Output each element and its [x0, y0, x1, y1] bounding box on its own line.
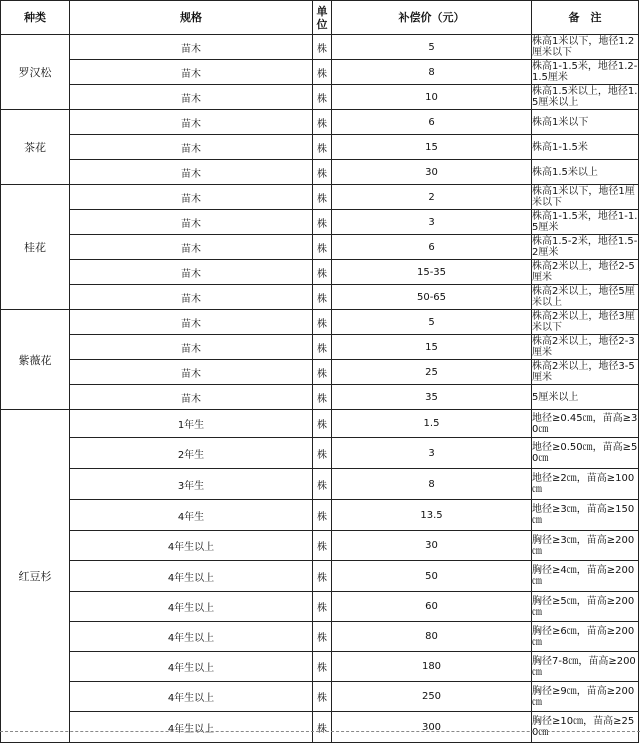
table-row — [1, 285, 639, 310]
table-row — [1, 85, 639, 110]
spec-cell: 苗木 — [70, 110, 313, 135]
price-cell: 6 — [332, 110, 532, 135]
unit-cell: 株 — [313, 500, 332, 531]
spec-cell: 4年生以上 — [70, 561, 313, 592]
price-cell: 8 — [332, 60, 532, 85]
table-row — [1, 210, 639, 235]
spec-cell: 4年生以上 — [70, 712, 313, 743]
unit-cell: 株 — [313, 385, 332, 410]
price-cell: 25 — [332, 360, 532, 385]
header-note: 备 注 — [532, 1, 639, 35]
unit-cell: 株 — [313, 531, 332, 561]
spec-cell: 苗木 — [70, 35, 313, 60]
unit-cell: 株 — [313, 438, 332, 469]
spec-cell: 苗木 — [70, 85, 313, 110]
price-cell: 15 — [332, 135, 532, 160]
note-cell: 5厘米以上 — [532, 385, 639, 410]
spec-cell: 苗木 — [70, 160, 313, 185]
note-cell: 地径≥0.50㎝，苗高≥50㎝ — [532, 438, 639, 469]
table-row — [1, 35, 639, 60]
spec-cell: 苗木 — [70, 335, 313, 360]
header-kind: 种类 — [1, 1, 70, 35]
spec-cell: 苗木 — [70, 385, 313, 410]
price-cell: 80 — [332, 622, 532, 652]
note-cell: 株高1-1.5米 — [532, 135, 639, 160]
spec-cell: 苗木 — [70, 185, 313, 210]
note-cell: 胸径≥3㎝，苗高≥200㎝ — [532, 531, 639, 561]
note-cell: 株高1米以下，地径1厘米以下 — [532, 185, 639, 210]
note-cell: 胸径≥6㎝，苗高≥200㎝ — [532, 622, 639, 652]
spec-cell: 苗木 — [70, 360, 313, 385]
price-cell: 30 — [332, 531, 532, 561]
spec-cell: 4年生以上 — [70, 622, 313, 652]
price-cell: 15 — [332, 335, 532, 360]
table-row — [1, 60, 639, 85]
price-cell: 50-65 — [332, 285, 532, 310]
table-row — [1, 385, 639, 410]
spec-cell: 3年生 — [70, 469, 313, 500]
table-row — [1, 185, 639, 210]
price-cell: 8 — [332, 469, 532, 500]
unit-cell: 株 — [313, 310, 332, 335]
price-cell: 3 — [332, 210, 532, 235]
unit-cell: 株 — [313, 410, 332, 438]
price-cell: 13.5 — [332, 500, 532, 531]
table-row — [1, 360, 639, 385]
unit-cell: 株 — [313, 335, 332, 360]
table-row — [1, 410, 639, 438]
kind-cell: 茶花 — [1, 110, 70, 185]
price-cell: 300 — [332, 712, 532, 743]
note-cell: 株高2米以上，地径2-3厘米 — [532, 335, 639, 360]
unit-cell: 株 — [313, 85, 332, 110]
table-row — [1, 335, 639, 360]
note-cell: 株高1-1.5米，地径1-1.5厘米 — [532, 211, 638, 233]
unit-cell: 株 — [313, 235, 332, 260]
price-cell: 6 — [332, 235, 532, 260]
unit-cell: 株 — [313, 110, 332, 135]
table-row — [1, 135, 639, 160]
spec-cell: 4年生 — [70, 500, 313, 531]
table-row — [1, 260, 639, 285]
note-cell: 地径≥0.45㎝，苗高≥30㎝ — [532, 410, 639, 438]
note-cell: 株高1.5米以上，地径1.5厘米以上 — [532, 86, 638, 108]
header-unit: 单位 — [313, 1, 332, 35]
note-cell: 株高2米以上，地径5厘米以上 — [532, 285, 639, 310]
unit-cell: 株 — [313, 185, 332, 210]
table-row — [1, 592, 639, 622]
price-cell: 250 — [332, 682, 532, 712]
price-cell: 35 — [332, 385, 532, 410]
spec-cell: 苗木 — [70, 310, 313, 335]
kind-cell: 红豆杉 — [1, 410, 70, 743]
spec-cell: 1年生 — [70, 410, 313, 438]
note-cell: 株高2米以上，地径2-5厘米 — [532, 260, 639, 285]
price-cell: 2 — [332, 185, 532, 210]
price-cell: 10 — [332, 85, 532, 110]
note-cell: 株高1.5-2米，地径1.5-2厘米 — [532, 236, 638, 258]
spec-cell: 4年生以上 — [70, 682, 313, 712]
kind-cell: 罗汉松 — [1, 35, 70, 110]
table-row — [1, 110, 639, 135]
table-row — [1, 652, 639, 682]
unit-cell: 株 — [313, 469, 332, 500]
unit-cell: 株 — [313, 592, 332, 622]
note-cell: 地径≥3㎝，苗高≥150㎝ — [532, 500, 639, 531]
spec-cell: 苗木 — [70, 285, 313, 310]
table-row — [1, 682, 639, 712]
table-row — [1, 438, 639, 469]
unit-cell: 株 — [313, 60, 332, 85]
spec-cell: 4年生以上 — [70, 652, 313, 682]
unit-cell: 株 — [313, 622, 332, 652]
table-row — [1, 160, 639, 185]
price-cell: 5 — [332, 35, 532, 60]
table-row — [1, 469, 639, 500]
spec-cell: 苗木 — [70, 235, 313, 260]
table-row — [1, 310, 639, 335]
header-row — [1, 1, 639, 35]
spec-cell: 苗木 — [70, 260, 313, 285]
price-cell: 50 — [332, 561, 532, 592]
table-row — [1, 622, 639, 652]
note-cell: 株高1-1.5米，地径1.2-1.5厘米 — [532, 61, 638, 83]
note-cell: 株高1.5米以上 — [532, 160, 639, 185]
table-body — [1, 35, 639, 743]
kind-cell: 紫薇花 — [1, 310, 70, 410]
price-cell: 1.5 — [332, 410, 532, 438]
price-cell: 60 — [332, 592, 532, 622]
table-row — [1, 561, 639, 592]
header-spec: 规格 — [70, 1, 313, 35]
table-row — [1, 531, 639, 561]
unit-cell: 株 — [313, 652, 332, 682]
unit-cell: 株 — [313, 135, 332, 160]
note-cell: 株高2米以上，地径3-5厘米 — [532, 360, 639, 385]
unit-cell: 株 — [313, 35, 332, 60]
header-price: 补偿价（元） — [332, 1, 532, 35]
spec-cell: 苗木 — [70, 135, 313, 160]
spec-cell: 4年生以上 — [70, 592, 313, 622]
unit-cell: 株 — [313, 561, 332, 592]
price-cell: 180 — [332, 652, 532, 682]
spec-cell: 2年生 — [70, 438, 313, 469]
kind-cell: 桂花 — [1, 185, 70, 310]
table-row — [1, 712, 639, 743]
note-cell: 胸径≥4㎝，苗高≥200㎝ — [532, 561, 639, 592]
spec-cell: 苗木 — [70, 60, 313, 85]
note-cell: 胸径7-8㎝，苗高≥200㎝ — [532, 652, 639, 682]
spec-cell: 苗木 — [70, 210, 313, 235]
unit-cell: 株 — [313, 210, 332, 235]
note-cell: 胸径≥5㎝，苗高≥200㎝ — [532, 592, 639, 622]
page-bottom-divider — [0, 731, 640, 734]
note-cell: 胸径≥9㎝，苗高≥200㎝ — [532, 682, 639, 712]
note-cell: 胸径≥10㎝，苗高≥250㎝ — [532, 712, 639, 743]
unit-cell: 株 — [313, 360, 332, 385]
note-cell: 株高1米以下 — [532, 110, 639, 135]
unit-cell: 株 — [313, 260, 332, 285]
price-cell: 30 — [332, 160, 532, 185]
note-cell: 株高2米以上，地径3厘米以下 — [532, 310, 639, 335]
price-cell: 5 — [332, 310, 532, 335]
unit-cell: 株 — [313, 712, 332, 743]
price-cell: 3 — [332, 438, 532, 469]
unit-cell: 株 — [313, 285, 332, 310]
unit-cell: 株 — [313, 682, 332, 712]
table-row — [1, 500, 639, 531]
price-cell: 15-35 — [332, 260, 532, 285]
unit-cell: 株 — [313, 160, 332, 185]
spec-cell: 4年生以上 — [70, 531, 313, 561]
note-cell: 地径≥2㎝，苗高≥100㎝ — [532, 469, 639, 500]
table-row — [1, 235, 639, 260]
note-cell: 株高1米以下，地径1.2厘米以下 — [532, 35, 639, 60]
